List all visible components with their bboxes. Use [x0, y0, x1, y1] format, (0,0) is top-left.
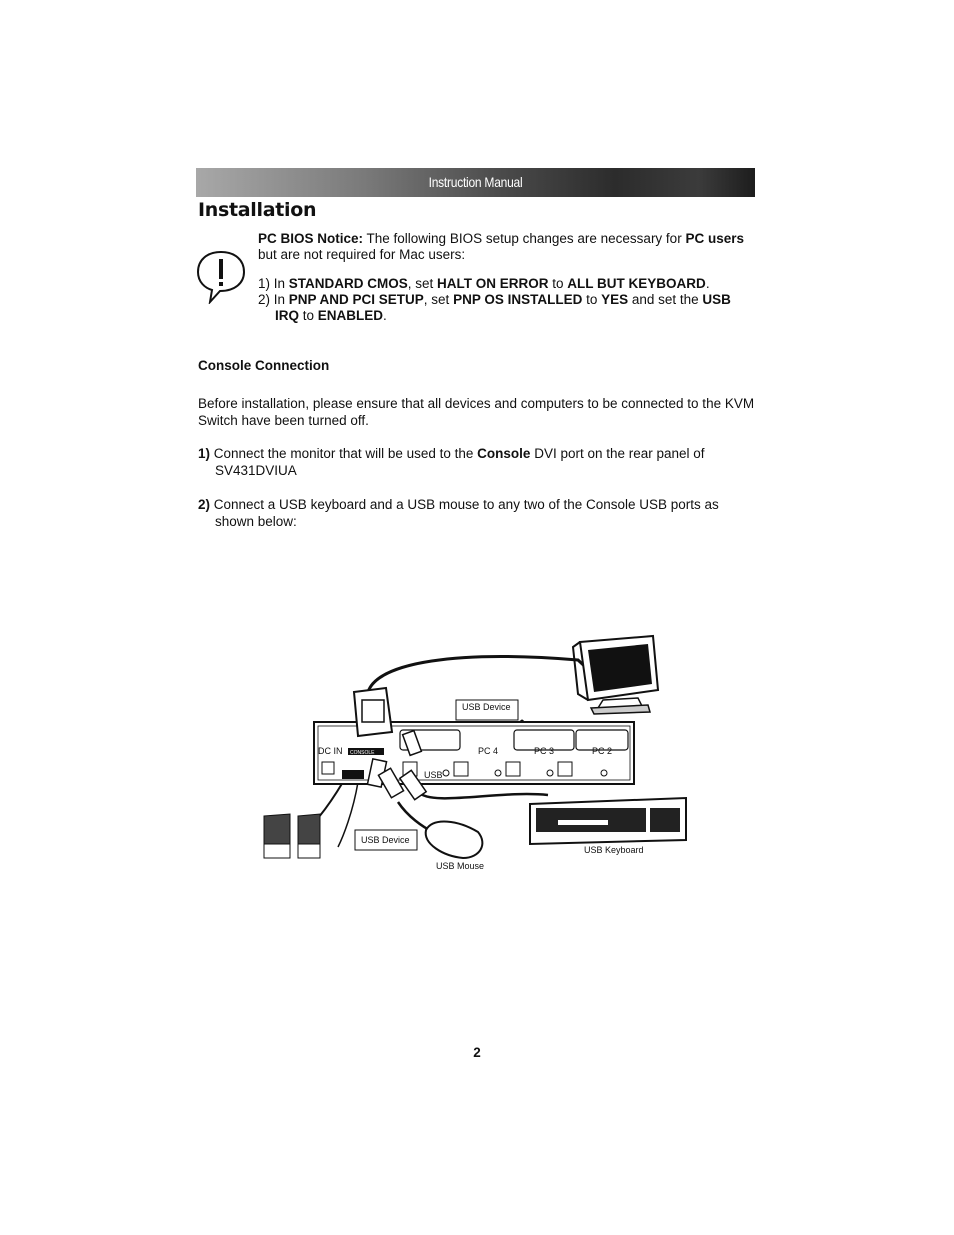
- bios-notice-intro: [258, 231, 758, 263]
- label-usb-keyboard: USB Keyboard: [584, 845, 644, 855]
- bios-notice: [258, 231, 758, 324]
- panel-pc4-label: PC 4: [478, 746, 499, 756]
- page-number: 2: [473, 1045, 481, 1060]
- instruction-step-1: 1) Connect the monitor that will be used to the Console DVI port on the rear panel of SV431DVIUA: [198, 446, 705, 478]
- label-usb-mouse: USB Mouse: [436, 861, 485, 871]
- notice-pc-users: PC users: [685, 231, 744, 246]
- intro-paragraph: Before installation, please ensure that all devices and computers to be connected to the KVM Switch have been turned off.: [198, 396, 755, 428]
- bios-step-2-cont: IRQ to ENABLED.: [275, 308, 387, 323]
- monitor-icon: [573, 636, 658, 714]
- notice-lead: PC BIOS Notice:: [258, 231, 364, 246]
- mouse-icon: [426, 822, 483, 858]
- keyboard-icon: [530, 798, 686, 844]
- speakers-icon: [264, 814, 320, 858]
- panel-usb-label: USB: [424, 770, 443, 780]
- notice-text-b: but are not required for Mac users:: [258, 247, 466, 262]
- section-title: Installation: [198, 199, 317, 221]
- bios-step-1: 1) In STANDARD CMOS, set HALT ON ERROR to ALL BUT KEYBOARD.: [258, 276, 710, 291]
- header-title: Instruction Manual: [428, 174, 523, 190]
- panel-pc3-label: PC 3: [534, 746, 555, 756]
- bios-step-2: 2) In PNP AND PCI SETUP, set PNP OS INSTALLED to YES and set the USB: [258, 292, 731, 307]
- console-connection-diagram: [258, 632, 693, 877]
- console-connection-heading: Console Connection: [198, 358, 330, 373]
- instruction-step-2: 2) Connect a USB keyboard and a USB mouse to any two of the Console USB ports as shown below:: [198, 497, 719, 529]
- panel-pc2-label: PC 2: [592, 746, 613, 756]
- notice-text-a: The following BIOS setup changes are necessary for: [363, 231, 686, 246]
- label-usb-device-top: USB Device: [462, 702, 511, 712]
- panel-dc-in-label: DC IN: [318, 746, 343, 756]
- warning-bubble-icon: [196, 250, 246, 304]
- dvi-connector-icon: [354, 688, 392, 736]
- panel-console-label: CONSOLE: [350, 750, 375, 756]
- label-usb-device-left: USB Device: [361, 835, 410, 845]
